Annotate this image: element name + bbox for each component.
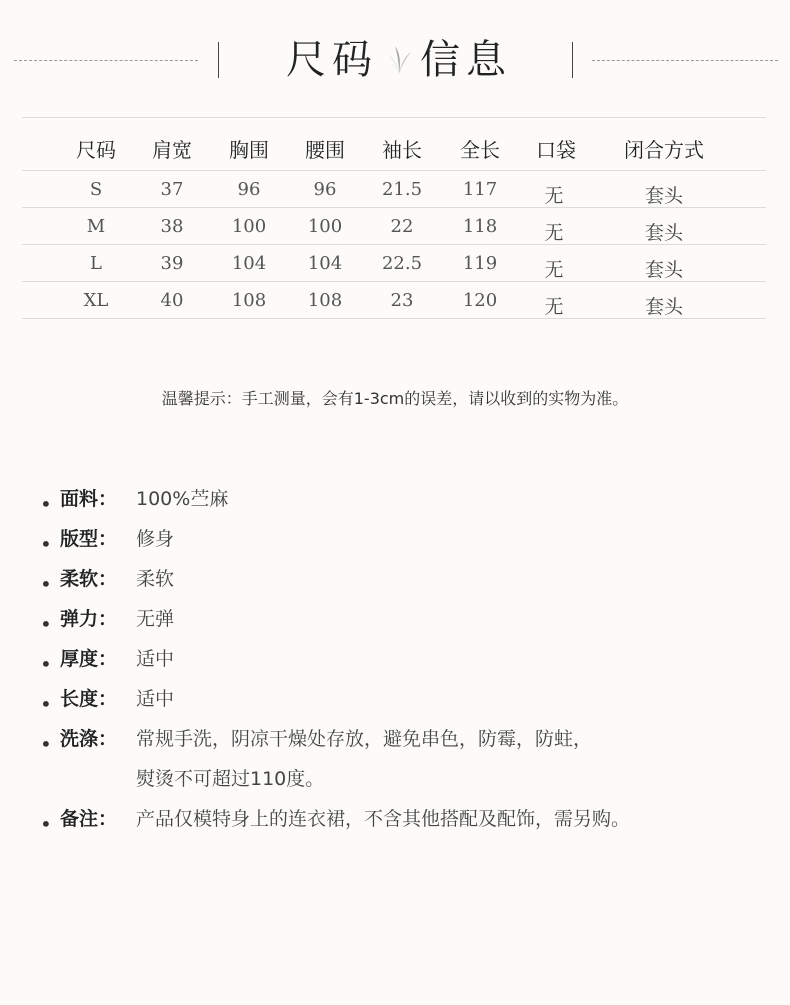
cell-waist: 96 bbox=[313, 179, 337, 200]
list-item bbox=[38, 524, 778, 564]
cell-pocket: 无 bbox=[544, 185, 564, 207]
cell-waist: 100 bbox=[307, 216, 343, 237]
cell-pocket: 无 bbox=[544, 222, 564, 244]
cell-length: 117 bbox=[462, 179, 498, 200]
detail-value-continued: 熨烫不可超过110度。 bbox=[136, 768, 325, 790]
table-row bbox=[22, 245, 766, 281]
cell-size: XL bbox=[83, 290, 109, 311]
list-item bbox=[38, 644, 778, 684]
size-table bbox=[22, 117, 766, 319]
cell-chest: 96 bbox=[237, 179, 261, 200]
detail-label: 备注： bbox=[60, 808, 118, 830]
detail-label: 弹力： bbox=[60, 608, 118, 630]
cell-waist: 104 bbox=[307, 253, 343, 274]
detail-value: 产品仅模特身上的连衣裙，不含其他搭配及配饰，需另购。 bbox=[136, 808, 631, 830]
list-item bbox=[38, 564, 778, 604]
cell-pocket: 无 bbox=[544, 296, 564, 318]
list-item bbox=[38, 604, 778, 644]
detail-value: 修身 bbox=[136, 528, 175, 550]
column-header-size: 尺码 bbox=[76, 138, 116, 162]
column-header-closure: 闭合方式 bbox=[624, 138, 704, 162]
detail-value: 适中 bbox=[136, 688, 175, 710]
bullet: • bbox=[40, 492, 52, 516]
cell-size: L bbox=[90, 253, 102, 274]
cell-chest: 104 bbox=[231, 253, 267, 274]
title-part-info: 信息 bbox=[420, 37, 512, 83]
cell-size: M bbox=[86, 216, 106, 237]
detail-label: 柔软： bbox=[60, 568, 118, 590]
bullet: • bbox=[40, 612, 52, 636]
cell-shoulder: 39 bbox=[160, 253, 184, 274]
column-header-pocket: 口袋 bbox=[536, 138, 576, 162]
cell-closure: 套头 bbox=[644, 259, 684, 281]
cell-chest: 100 bbox=[231, 216, 267, 237]
cell-sleeve: 22 bbox=[390, 216, 414, 237]
measurement-notice: 温馨提示：手工测量，会有1-3cm的误差，请以收到的实物为准。 bbox=[161, 389, 629, 408]
bullet: • bbox=[40, 532, 52, 556]
bullet: • bbox=[40, 732, 52, 756]
product-details-list bbox=[38, 484, 778, 844]
column-header-chest: 胸围 bbox=[229, 138, 269, 162]
table-row bbox=[22, 282, 766, 318]
detail-value: 无弹 bbox=[136, 608, 175, 630]
detail-label: 版型： bbox=[60, 528, 118, 550]
table-row bbox=[22, 208, 766, 244]
table-row bbox=[22, 171, 766, 207]
list-item bbox=[38, 724, 778, 804]
title-part-size: 尺码 bbox=[286, 37, 378, 83]
left-dashed-divider bbox=[14, 60, 198, 61]
list-item bbox=[38, 684, 778, 724]
bullet: • bbox=[40, 812, 52, 836]
detail-value: 常规手洗，阴凉干燥处存放，避免串色，防霉，防蛀， bbox=[136, 728, 593, 750]
cell-closure: 套头 bbox=[644, 296, 684, 318]
column-header-sleeve: 袖长 bbox=[382, 138, 422, 162]
detail-label: 长度： bbox=[60, 688, 118, 710]
cell-size: S bbox=[89, 179, 103, 200]
bullet: • bbox=[40, 692, 52, 716]
right-vertical-bar bbox=[572, 42, 573, 78]
cell-length: 118 bbox=[462, 216, 498, 237]
column-header-waist: 腰围 bbox=[305, 138, 345, 162]
cell-closure: 套头 bbox=[644, 185, 684, 207]
column-header-length: 全长 bbox=[460, 138, 500, 162]
detail-value: 柔软 bbox=[136, 568, 175, 590]
cell-shoulder: 37 bbox=[160, 179, 184, 200]
cell-shoulder: 40 bbox=[160, 290, 184, 311]
table-header-row bbox=[22, 118, 766, 170]
cell-sleeve: 21.5 bbox=[381, 179, 423, 200]
detail-label: 洗涤： bbox=[60, 728, 118, 750]
grass-leaf-icon bbox=[384, 44, 414, 76]
cell-sleeve: 23 bbox=[390, 290, 414, 311]
cell-sleeve: 22.5 bbox=[381, 253, 423, 274]
bullet: • bbox=[40, 572, 52, 596]
cell-pocket: 无 bbox=[544, 259, 564, 281]
detail-value: 适中 bbox=[136, 648, 175, 670]
cell-shoulder: 38 bbox=[160, 216, 184, 237]
cell-closure: 套头 bbox=[644, 222, 684, 244]
right-dashed-divider bbox=[592, 60, 778, 61]
list-item bbox=[38, 804, 778, 844]
detail-label: 厚度： bbox=[60, 648, 118, 670]
detail-label: 面料： bbox=[60, 488, 118, 510]
left-vertical-bar bbox=[218, 42, 219, 78]
bullet: • bbox=[40, 652, 52, 676]
cell-chest: 108 bbox=[231, 290, 267, 311]
header bbox=[0, 0, 790, 118]
column-header-shoulder: 肩宽 bbox=[152, 138, 192, 162]
list-item bbox=[38, 484, 778, 524]
cell-length: 119 bbox=[462, 253, 498, 274]
cell-length: 120 bbox=[462, 290, 498, 311]
cell-waist: 108 bbox=[307, 290, 343, 311]
detail-value: 100%苎麻 bbox=[136, 488, 229, 510]
